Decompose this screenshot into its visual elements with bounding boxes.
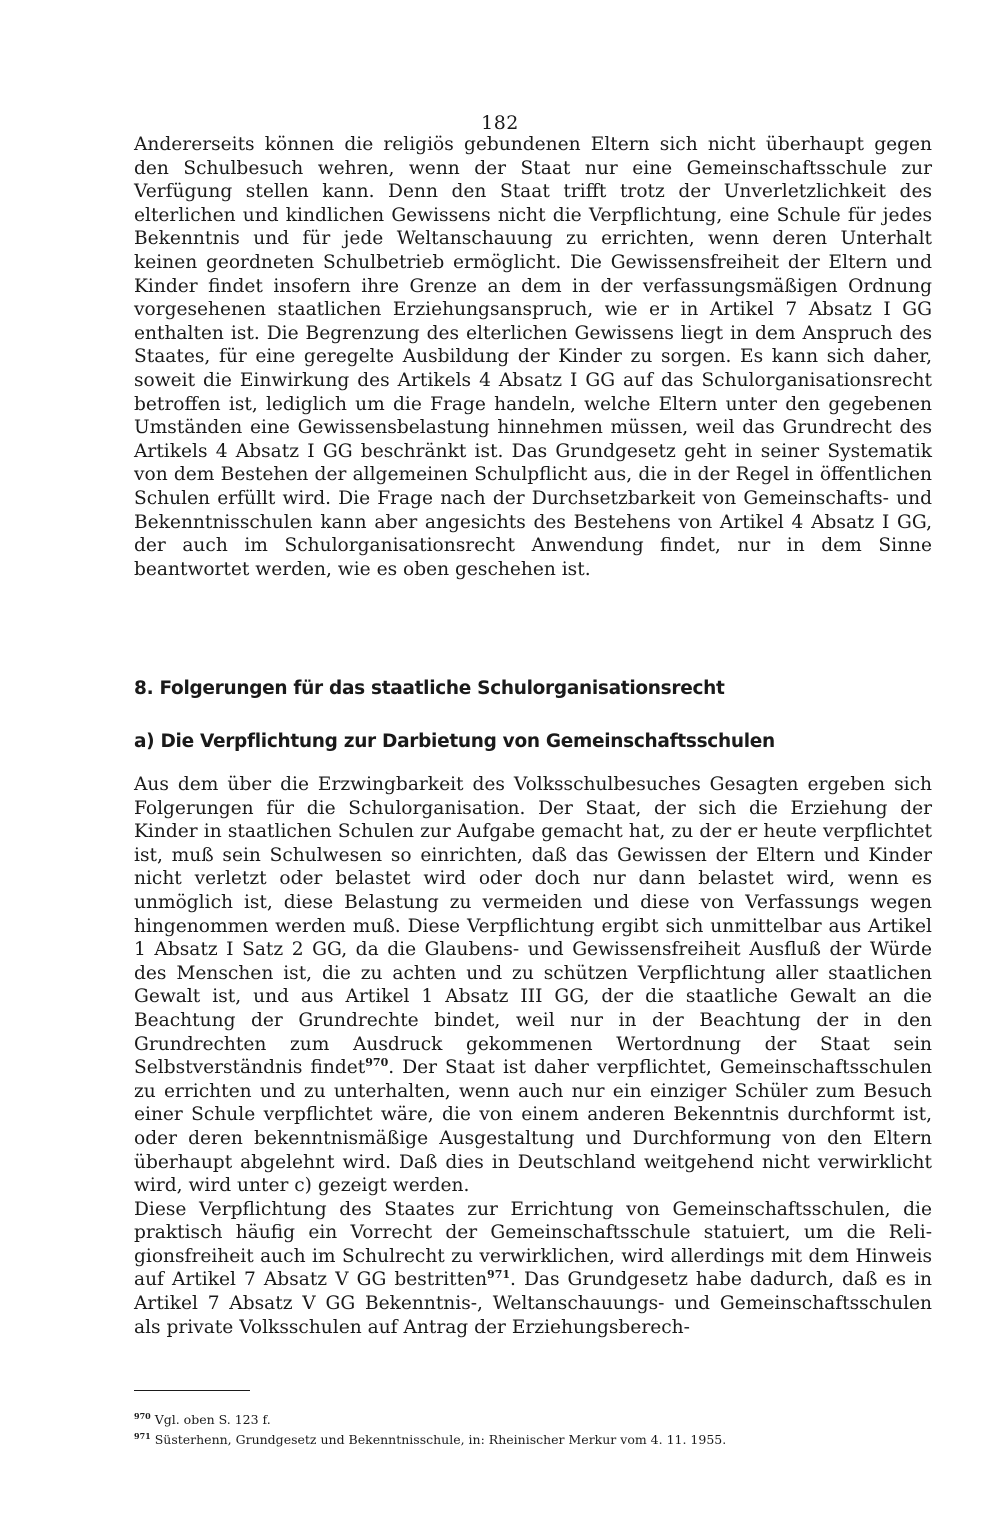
paragraph-text: Andererseits können die religiös gebundenen Eltern sich nicht überhaupt gegen den Schulbesuch wehren, wenn der Staat nur eine Gemeinschaftsschule zur Verfügung stellen kann. Denn den Staat trifft trotz der Unverletzlichkeit des elterlichen und kindlichen Gewissens nicht die Verpflichtung, eine Schule für jedes Bekenntnis und für jede Weltanschauung zu errichten, wenn deren Unterhalt keinen geordneten Schulbetrieb ermöglicht. Die Gewissensfreiheit der Eltern und Kinder findet insofern ihre Grenze an dem in der verfassungsmäßigen Ordnung vorgesehenen staatlichen Erziehungsanspruch, wie er in Artikel 7 Absatz I GG enthalten ist. Die Begrenzung des elterlichen Gewissens liegt in dem Anspruch des Staates, für eine geregelte Ausbildung der Kinder zu sorgen. Es kann sich daher, soweit die Einwirkung des Artikels 4 Absatz I GG auf das Schulorganisationsrecht betroffen ist, lediglich um die Frage handeln, welche Eltern unter den gegebenen Umständen eine Gewissensbelastung hinnehmen müssen, weil das Grundrecht des Artikels 4 Absatz I GG beschränkt ist. Das Grundgesetz geht in seiner Systematik von dem Bestehen der allgemeinen Schulpflicht aus, die in der Regel in öffentlichen Schulen erfüllt wird. Die Frage nach der Durchsetzbarkeit von Gemeinschafts- und Bekenntnisschulen kann aber angesichts des Bestehens von Artikel 4 Absatz I GG, der auch im Schulorganisationsrecht Anwendung findet, nur in dem Sinne beantwortet werden, wie es oben geschehen ist. [134,134,932,580]
footnote-ref-970: 970 [365,1055,389,1069]
paragraph-text-part: . Das Grundgesetz habe dadurch, daß es in Artikel 7 Absatz V GG Bekenntnis-, Weltanschauungs- und Gemeinschaftsschulen als private Volksschulen auf Antrag der Erziehungsberech- [134,1269,932,1338]
body-paragraph-1 [134,133,932,581]
page-number: 182 [481,112,519,134]
subsection-heading: a) Die Verpflichtung zur Darbietung von Gemeinschaftsschulen [134,731,775,752]
paragraph-text [134,1198,932,1340]
paragraph-text-part: Diese Verpflichtung des Staates zur Errichtung von Gemeinschaftsschulen, die praktisch häufig ein Vorrecht der Gemeinschaftsschule statuiert, um die Religionsfreiheit auch im Schulrecht zu verwirklichen, wird allerdings mit dem Hinweis auf Artikel 7 Absatz V GG bestritten [134,1198,932,1291]
footnote-divider [134,1390,250,1391]
footnotes [134,1408,932,1448]
footnote-text: Vgl. oben S. 123 f. [154,1412,271,1428]
paragraph-text [134,773,932,1198]
paragraph-text-part: . Der Staat ist daher verpflichtet, Gemeinschaftsschulen zu errichten und zu unterhalten, wenn auch nur ein einziger Schüler zum Besuch einer Schule verpflichtet wäre, die von einem anderen Bekenntnis durchformt ist, oder deren bekenntnismäßige Ausgestaltung und Durchformung von den Eltern überhaupt abgelehnt wird. Daß dies in Deutschland weitgehend nicht verwirklicht wird, wird unter c) gezeigt werden. [134,1057,932,1197]
footnote-number: 970 [134,1411,151,1421]
paragraph-text-part: Aus dem über die Erzwingbarkeit des Volksschulbesuches Gesagten ergeben sich Folgerungen für die Schulorganisation. Der Staat, der sich die Erziehung der Kinder in staatlichen Schulen zur Aufgabe gemacht hat, zu der er heute verpflichtet ist, muß sein Schulwesen so einrichten, daß das Gewissen der Eltern und Kinder nicht verletzt oder belastet wird oder doch nur dann belastet wird, wenn es unmöglich ist, diese Belastung zu vermeiden und diese von Verfassungs wegen hingenommen werden muß. Diese Verpflichtung ergibt sich unmittelbar aus Artikel 1 Absatz I Satz 2 GG, da die Glaubens- und Gewissensfreiheit Ausfluß der Würde des Menschen ist, die zu achten und zu schützen Verpflichtung aller staatlichen Gewalt ist, und aus Artikel 1 Absatz III GG, der die staatliche Gewalt an die Beachtung der Grundrechte bindet, weil nur in der Beachtung der in den Grundrechten zum Ausdruck gekommenen Wertordnung der Staat sein Selbstverständnis findet [134,774,932,1079]
footnote-971 [134,1428,932,1448]
section-heading: 8. Folgerungen für das staatliche Schulorganisationsrecht [134,678,725,699]
body-paragraph-2 [134,773,932,1339]
footnote-text: Süsterhenn, Grundgesetz und Bekenntnisschule, in: Rheinischer Merkur vom 4. 11. 1955. [154,1432,727,1448]
footnote-number: 971 [134,1431,151,1442]
footnote-ref-971: 971 [487,1268,511,1282]
footnote-970 [134,1408,932,1428]
